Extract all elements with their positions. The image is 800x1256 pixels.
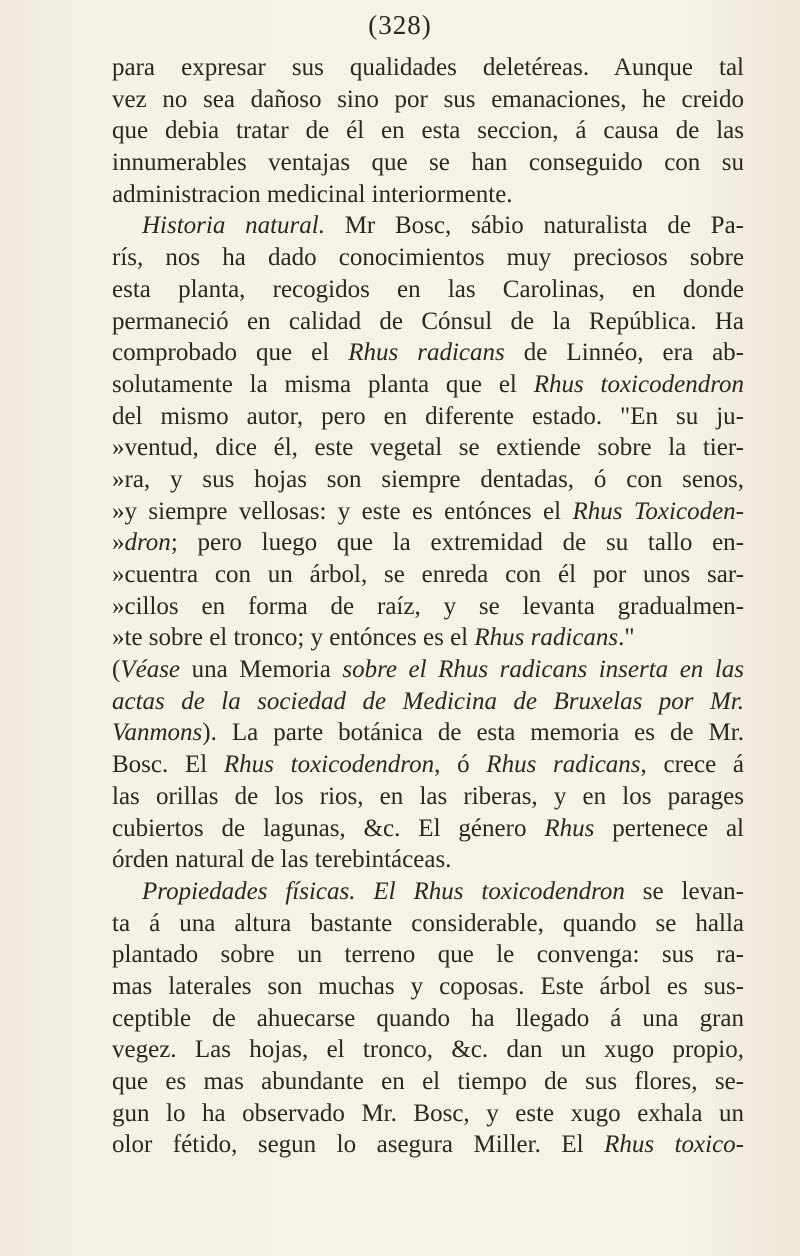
italic-text: Vanmons [112, 719, 203, 747]
italic-text: Rhus toxicodendron [533, 370, 744, 398]
text-segment: vegez. Las hojas, el tronco, &c. dan un xugo propio, [112, 1036, 744, 1064]
text-line [112, 496, 744, 528]
text-line [112, 1129, 744, 1161]
text-segment: »y siempre vellosas: y este es entónces el [112, 497, 573, 525]
italic-text: Rhus toxicodendron [223, 751, 435, 779]
text-segment: una Memoria [180, 656, 343, 684]
text-line [112, 210, 744, 242]
text-line [112, 274, 744, 306]
text-segment: para expresar sus qualidades deletéreas. Aunque tal [112, 54, 744, 81]
text-line [112, 464, 744, 496]
text-segment: cubiertos de lagunas, &c. El género [112, 814, 545, 842]
text-segment: rís, nos ha dado conocimientos muy preciosos sobre [112, 244, 744, 272]
text-line [112, 908, 744, 940]
text-segment: comprobado que el [112, 339, 349, 367]
text-line [112, 179, 744, 211]
text-segment: permaneció en calidad de Cónsul de la República. Ha [112, 307, 744, 335]
text-line [112, 749, 744, 781]
text-segment: ( [112, 656, 121, 684]
text-segment: »cillos en forma de raíz, y se levanta gradualmen- [112, 592, 744, 620]
text-segment: administracion medicinal interiormente. [112, 180, 513, 208]
text-line [112, 52, 744, 84]
text-line [112, 622, 744, 654]
text-line [112, 242, 744, 274]
text-segment: , crece á [640, 751, 745, 779]
text-line [112, 527, 744, 559]
text-line [112, 813, 744, 845]
text-line [112, 591, 744, 623]
text-segment: olor fétido, segun lo asegura Miller. El [112, 1131, 605, 1159]
text-segment: , ó [434, 751, 487, 779]
text-line [112, 876, 744, 908]
text-segment: Bosc. El [112, 751, 224, 779]
text-segment: gun lo ha observado Mr. Bosc, y este xugo exhala un [112, 1099, 744, 1127]
text-line [112, 1003, 744, 1035]
text-line [112, 369, 744, 401]
text-segment: se levan- [624, 877, 744, 905]
page-number: (328) [368, 10, 432, 40]
italic-text: actas de la sociedad de Medicina de Bruxelas por Mr. [112, 687, 744, 715]
text-line [112, 337, 744, 369]
text-segment: ta á una altura bastante considerable, quando se halla [112, 909, 744, 937]
text-line [112, 1066, 744, 1098]
italic-text: Rhus [544, 814, 595, 842]
text-segment: que es mas abundante en el tiempo de sus flores, se- [112, 1068, 744, 1095]
text-segment: ). La parte botánica de esta memoria es de Mr. [202, 719, 744, 747]
text-line [112, 306, 744, 338]
text-line [112, 844, 744, 876]
text-line [112, 84, 744, 116]
text-segment: »ra, y sus hojas son siempre dentadas, ó con senos, [112, 465, 744, 493]
italic-text: Propiedades físicas. [142, 877, 356, 905]
text-segment: esta planta, recogidos en las Carolinas, en donde [112, 275, 744, 303]
text-line [112, 432, 744, 464]
text-segment: ." [618, 624, 635, 652]
text-segment: pertenece al [594, 814, 744, 842]
text-segment: que debia tratar de él en esta seccion, á causa de las [112, 117, 744, 145]
text-line [112, 401, 744, 433]
italic-text: sobre el Rhus radicans inserta en las [342, 656, 745, 684]
text-line [112, 1098, 744, 1130]
text-segment: ; pero luego que la extremidad de su tallo en- [170, 529, 744, 557]
text-segment: ceptible de ahuecarse quando ha llegado á una gran [112, 1004, 744, 1032]
text-segment: »ventud, dice él, este vegetal se extiende sobre la tier- [112, 434, 744, 462]
text-segment: solutamente la misma planta que el [112, 370, 534, 398]
text-segment: las orillas de los rios, en las riberas, y en los parages [112, 782, 744, 810]
text-segment: Mr Bosc, sábio naturalista de Pa- [324, 212, 744, 240]
text-line [112, 147, 744, 179]
text-segment: vez no sea dañoso sino por sus emanaciones, he creido [112, 85, 744, 113]
text-segment: » [112, 529, 125, 557]
text-line [112, 115, 744, 147]
text-segment: »cuentra con un árbol, se enreda con él por unos sar- [112, 561, 744, 588]
body-text [112, 52, 744, 1161]
italic-text: Historia natural. [142, 212, 325, 240]
italic-text: Rhus radicans [486, 751, 641, 779]
text-segment: innumerables ventajas que se han conseguido con su [112, 149, 744, 177]
text-segment: »te sobre el tronco; y entónces es el [112, 624, 475, 652]
italic-text: Rhus radicans [474, 624, 619, 652]
text-line [112, 654, 744, 686]
text-line [112, 939, 744, 971]
italic-text: Rhus Toxicoden- [572, 497, 744, 525]
italic-text: Rhus radicans [348, 339, 505, 367]
text-segment [355, 878, 373, 905]
italic-text: Véase [120, 656, 181, 684]
text-line [112, 1034, 744, 1066]
text-segment: mas laterales son muchas y coposas. Este árbol es sus- [112, 972, 744, 1000]
text-segment: del mismo autor, pero en diferente estado. "En su ju- [112, 402, 744, 430]
text-line [112, 971, 744, 1003]
text-segment: plantado sobre un terreno que le convenga: sus ra- [112, 941, 744, 969]
italic-text: Rhus toxico- [604, 1131, 744, 1159]
text-line [112, 717, 744, 749]
text-segment: órden natural de las terebintáceas. [112, 846, 452, 874]
text-segment: de Linnéo, era ab- [504, 339, 745, 367]
text-line [112, 686, 744, 718]
italic-text: El Rhus toxicodendron [373, 877, 625, 905]
text-line [112, 781, 744, 813]
text-line [112, 559, 744, 591]
italic-text: dron [124, 529, 171, 557]
